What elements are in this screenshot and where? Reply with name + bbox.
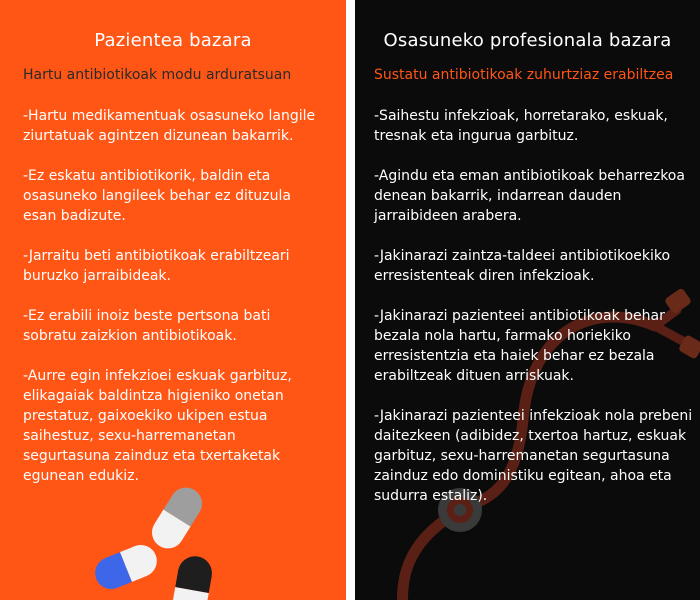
list-item: -Hartu medikamentuak osasuneko langile ziurtatuak agintzen dizunean bakarrik. <box>23 108 316 144</box>
professional-panel <box>355 0 700 600</box>
professional-subtitle: Sustatu antibiotikoak zuhurtziaz erabiltzea <box>374 67 674 83</box>
patient-title: Pazientea bazara <box>94 30 252 51</box>
patient-panel <box>0 0 346 600</box>
list-item: -Jakinarazi zaintza-taldeei antibiotikoekiko erresistenteak diren infekzioak. <box>374 248 671 284</box>
list-item: -Aurre egin infekzioei eskuak garbituz, elikagaiak baldintza higieniko onetan prestatuz, gaixoekiko ukipen estua saihestuz, sexu-harremanetan segurtasuna zainduz eta txertaketak egunean edukiz. <box>23 368 292 484</box>
professional-advice-list <box>374 106 696 526</box>
professional-title: Osasuneko profesionala bazara <box>383 30 672 51</box>
list-item: -Jakinarazi pazienteei antibiotikoak behar bezala nola hartu, farmako horiekiko erresistentzia eta haiek behar ez bezala erabiltzeak dituen arriskuak. <box>374 308 665 384</box>
patient-subtitle: Hartu antibiotikoak modu arduratsuan <box>23 67 292 83</box>
list-item: -Ez erabili inoiz beste pertsona bati sobratu zaizkion antibiotikoak. <box>23 308 271 344</box>
list-item: -Jakinarazi pazienteei infekzioak nola prebeni daitezkeen (adibidez, txertoa hartuz, eskuak garbituz, sexu-harremanetan segurtasuna zainduz edo doministiku egitean, ahoa eta sudurra estaliz). <box>374 408 693 504</box>
list-item: -Ez eskatu antibiotikorik, baldin eta osasuneko langileek behar ez dituzula esan badizute. <box>23 168 291 224</box>
patient-advice-list <box>23 106 323 506</box>
list-item: -Saihestu infekzioak, horretarako, eskuak, tresnak eta ingurua garbituz. <box>374 108 668 144</box>
list-item: -Agindu eta eman antibiotikoak beharrezkoa denean bakarrik, indarrean dauden jarraibideen arabera. <box>374 168 685 224</box>
list-item: -Jarraitu beti antibiotikoak erabiltzeari buruzko jarraibideak. <box>23 248 290 284</box>
